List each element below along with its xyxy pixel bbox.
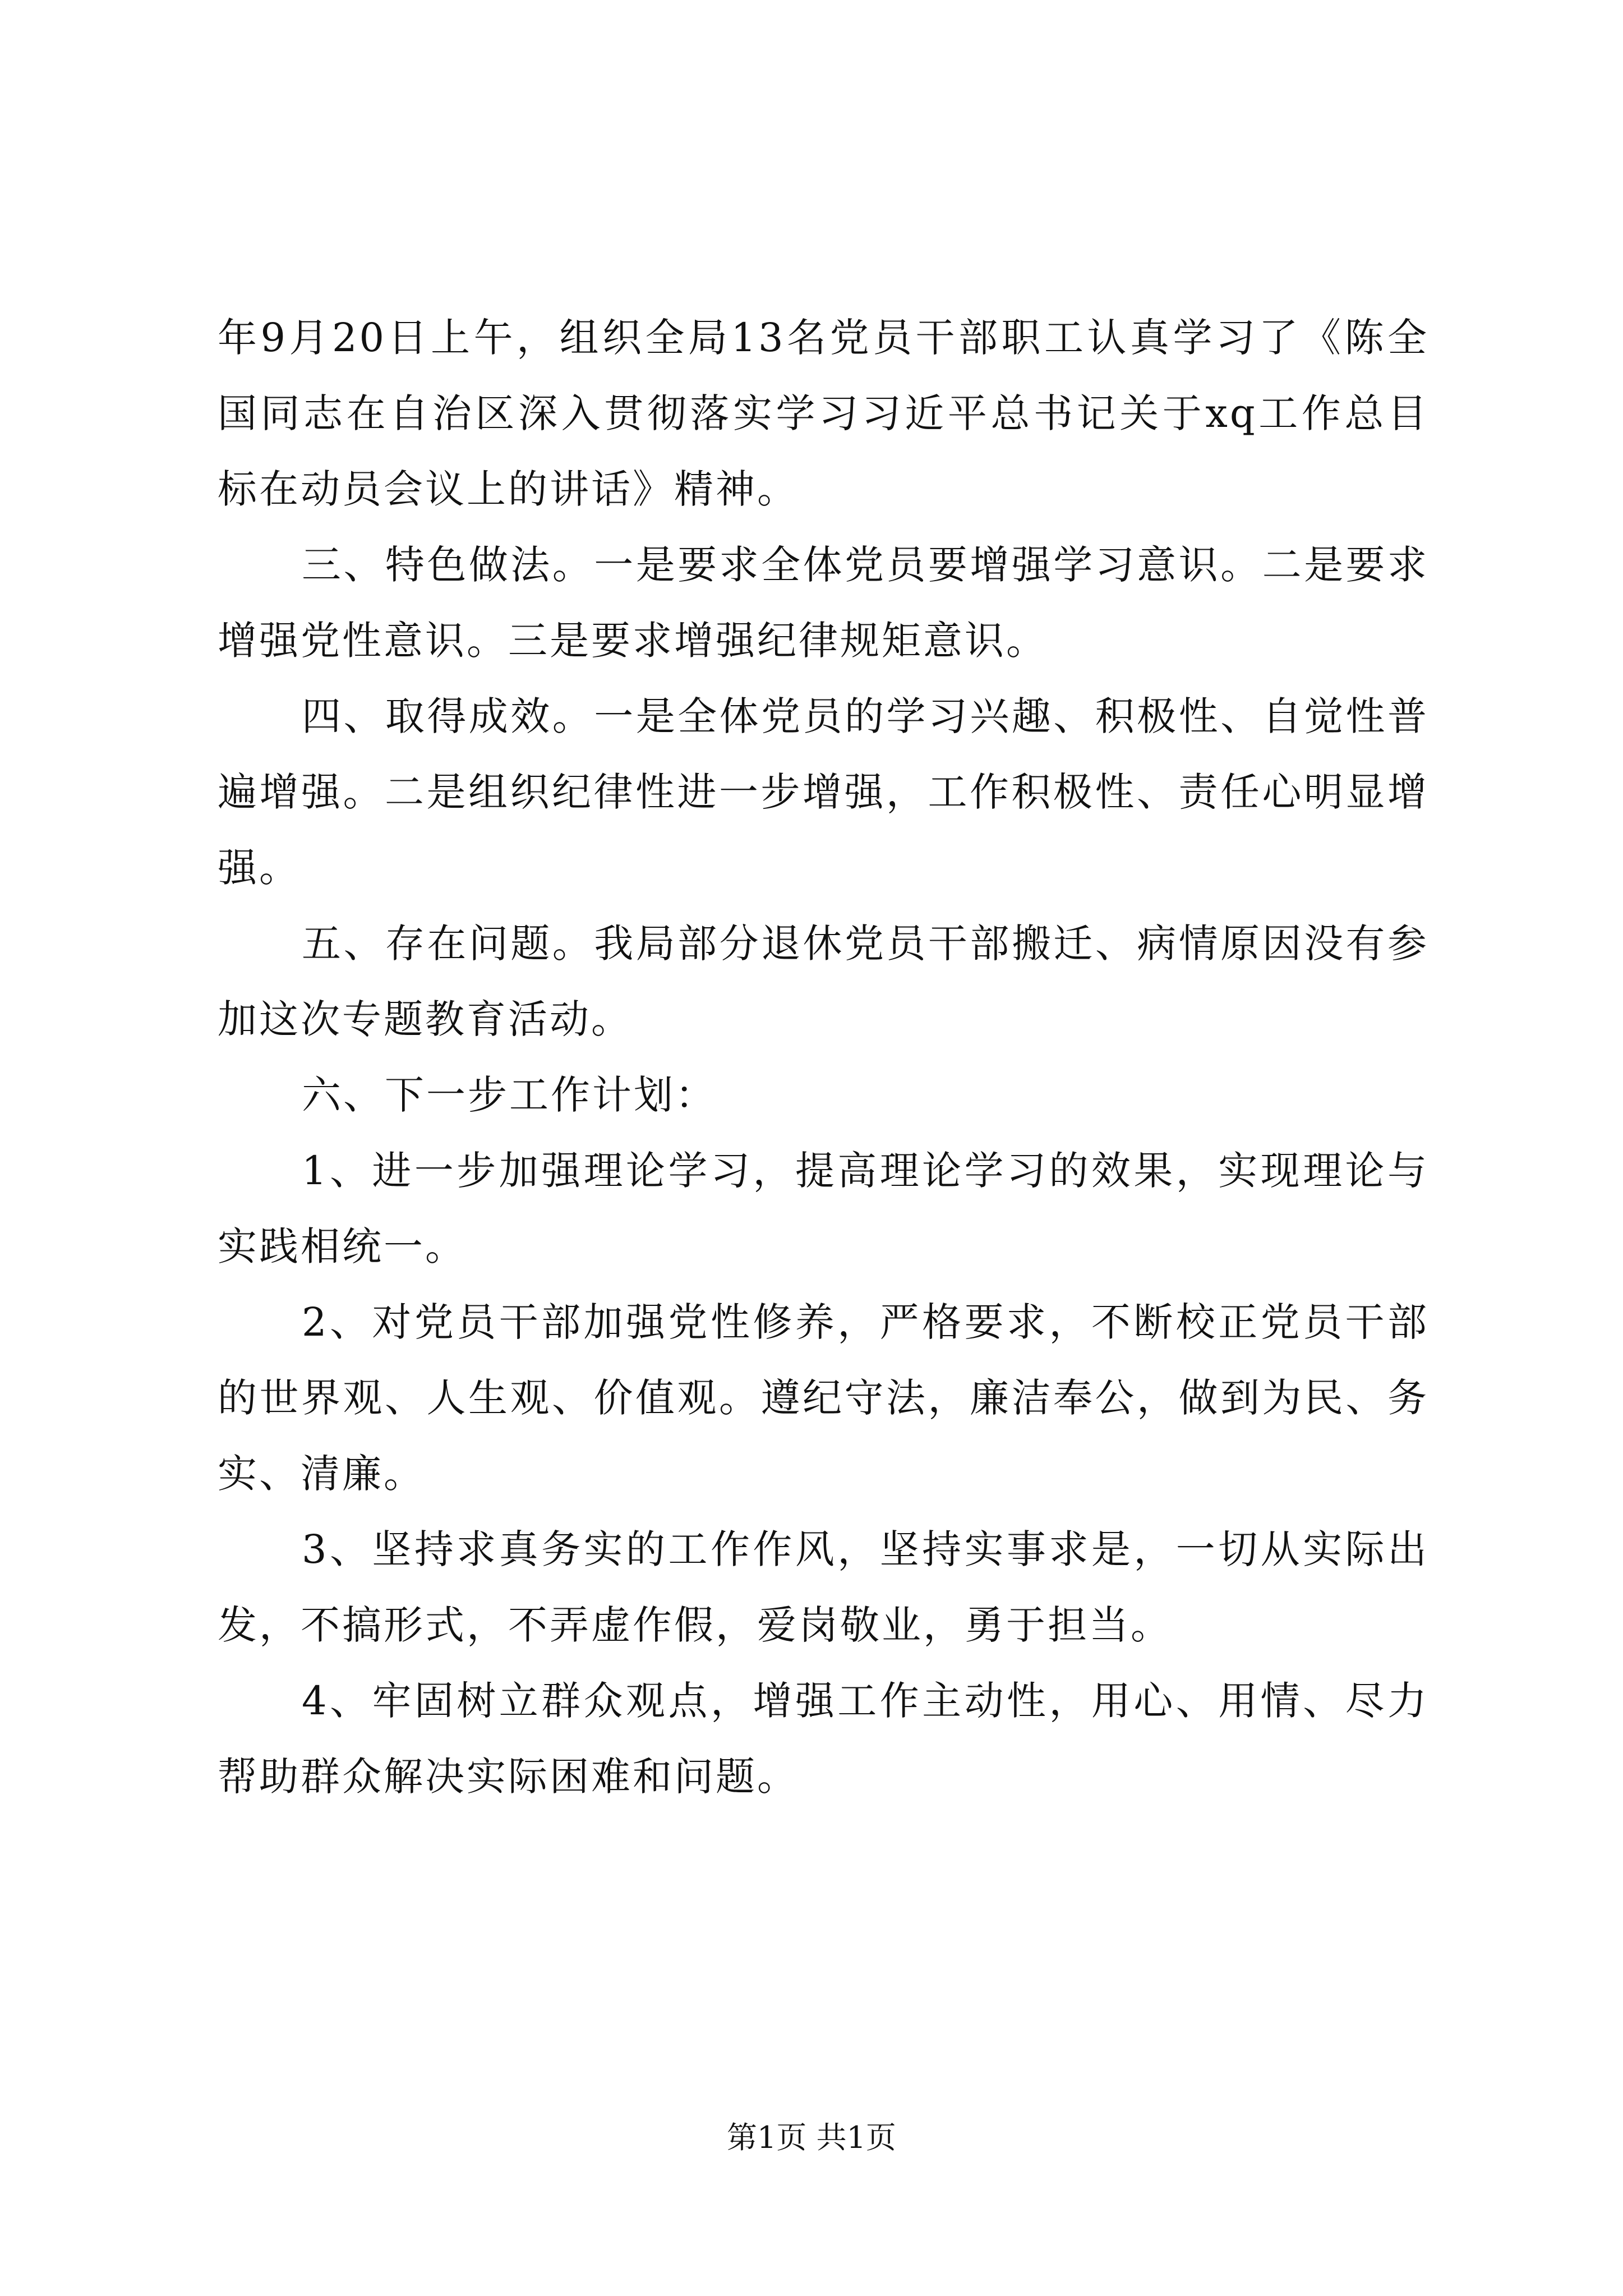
paragraph-results: 四、取得成效。一是全体党员的学习兴趣、积极性、自觉性普遍增强。二是组织纪律性进一步增强，工作积极性、责任心明显增强。 <box>218 693 1429 891</box>
paragraph-plan-item-3: 3、坚持求真务实的工作作风，坚持实事求是，一切从实际出发，不搞形式，不弄虚作假，爱岗敬业，勇于担当。 <box>218 1526 1429 1648</box>
paragraph-study-session: 年9月20日上午，组织全局13名党员干部职工认真学习了《陈全国同志在自治区深入贯彻落实学习习近平总书记关于xq工作总目标在动员会议上的讲话》精神。 <box>218 315 1429 512</box>
paragraph-plan-item-2: 2、对党员干部加强党性修养，严格要求，不断校正党员干部的世界观、人生观、价值观。遵纪守法，廉洁奉公，做到为民、务实、清廉。 <box>218 1299 1429 1497</box>
page-number-footer: 第1页 共1页 <box>727 2120 896 2155</box>
paragraph-plan-item-4: 4、牢固树立群众观点，增强工作主动性，用心、用情、尽力帮助群众解决实际困难和问题。 <box>218 1678 1429 1800</box>
paragraph-features: 三、特色做法。一是要求全体党员要增强学习意识。二是要求增强党性意识。三是要求增强纪律规矩意识。 <box>218 542 1429 664</box>
document-body <box>218 300 1429 1815</box>
paragraph-next-plan-heading: 六、下一步工作计划： <box>302 1072 717 1118</box>
paragraph-plan-item-1: 1、进一步加强理论学习，提高理论学习的效果，实现理论与实践相统一。 <box>218 1148 1429 1269</box>
paragraph-problems: 五、存在问题。我局部分退休党员干部搬迁、病情原因没有参加这次专题教育活动。 <box>218 921 1429 1042</box>
